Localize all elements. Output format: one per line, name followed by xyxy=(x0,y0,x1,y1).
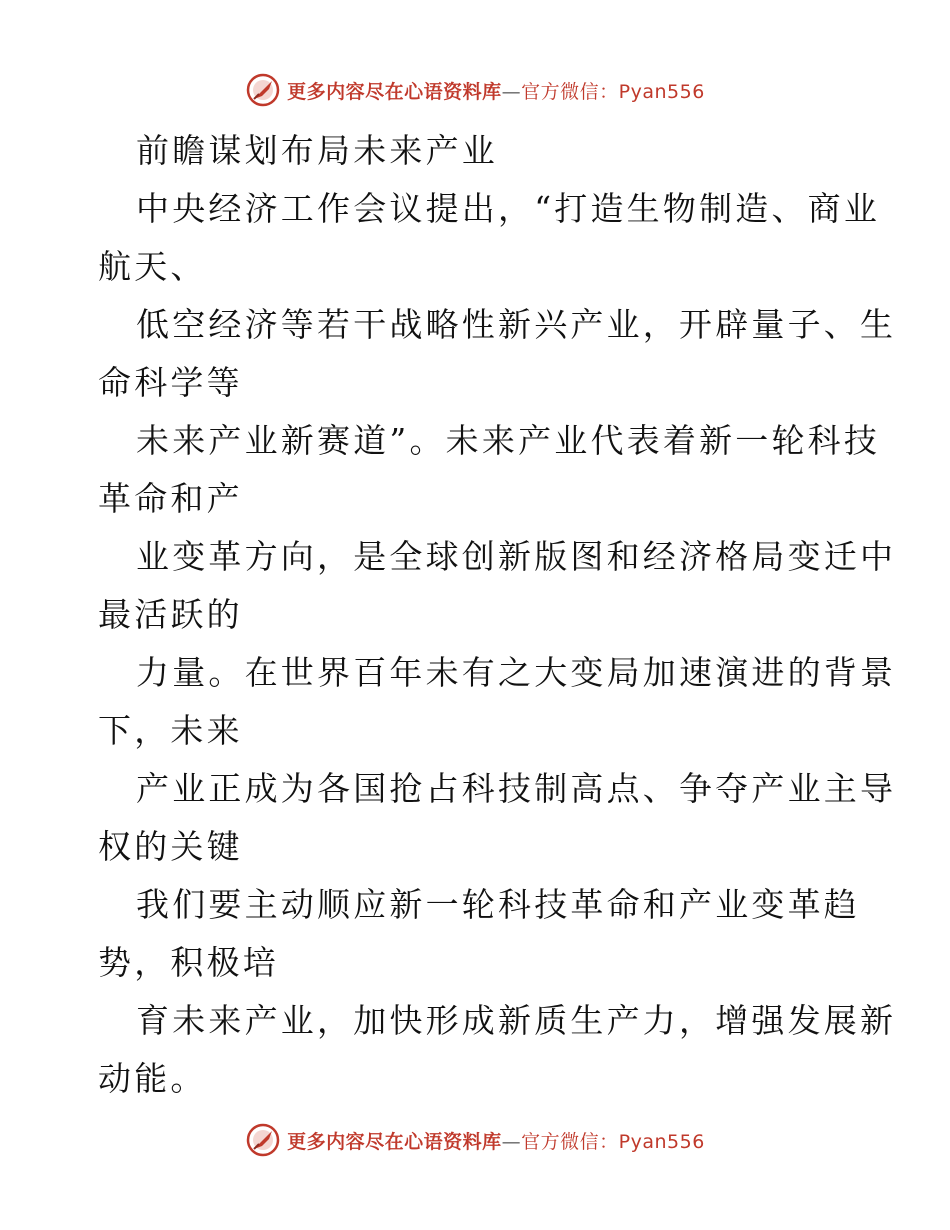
text-line: 业变革方向，是全球创新版图和经济格局变迁中 xyxy=(136,537,897,576)
text-line: 中央经济工作会议提出，“打造生物制造、商业 xyxy=(136,189,881,228)
text-line: 育未来产业，加快形成新质生产力，增强发展新 xyxy=(136,1001,897,1040)
quill-logo-icon xyxy=(245,72,281,108)
text-line: 下，未来 xyxy=(98,711,243,750)
text-line: 前瞻谋划布局未来产业 xyxy=(136,131,498,170)
header-watermark xyxy=(0,70,950,110)
watermark-brand: 更多内容尽在心语资料库 xyxy=(287,1130,502,1153)
text-line: 产业正成为各国抢占科技制高点、争夺产业主导 xyxy=(136,769,897,808)
text-line: 低空经济等若干战略性新兴产业，开辟量子、生 xyxy=(136,305,897,344)
text-line: 动能。 xyxy=(98,1059,207,1098)
text-line: 最活跃的 xyxy=(98,595,243,634)
quill-logo-icon xyxy=(245,1122,281,1158)
text-line: 命科学等 xyxy=(98,363,243,402)
watermark-separator: — xyxy=(501,80,522,103)
text-line: 我们要主动顺应新一轮科技革命和产业变革趋 xyxy=(136,885,860,924)
watermark-brand: 更多内容尽在心语资料库 xyxy=(287,80,502,103)
watermark-wechat: 官方微信：Pyan556 xyxy=(521,80,705,103)
watermark-text xyxy=(287,1127,705,1154)
document-body xyxy=(98,122,897,1108)
watermark-text xyxy=(287,77,705,104)
text-line: 权的关键 xyxy=(98,827,243,866)
footer-watermark xyxy=(0,1120,950,1160)
text-line: 力量。在世界百年未有之大变局加速演进的背景 xyxy=(136,653,897,692)
text-line: 革命和产 xyxy=(98,479,243,518)
text-line: 未来产业新赛道”。未来产业代表着新一轮科技 xyxy=(136,421,881,460)
text-line: 势，积极培 xyxy=(98,943,279,982)
watermark-separator: — xyxy=(501,1130,522,1153)
text-line: 航天、 xyxy=(98,247,207,286)
watermark-wechat: 官方微信：Pyan556 xyxy=(521,1130,705,1153)
